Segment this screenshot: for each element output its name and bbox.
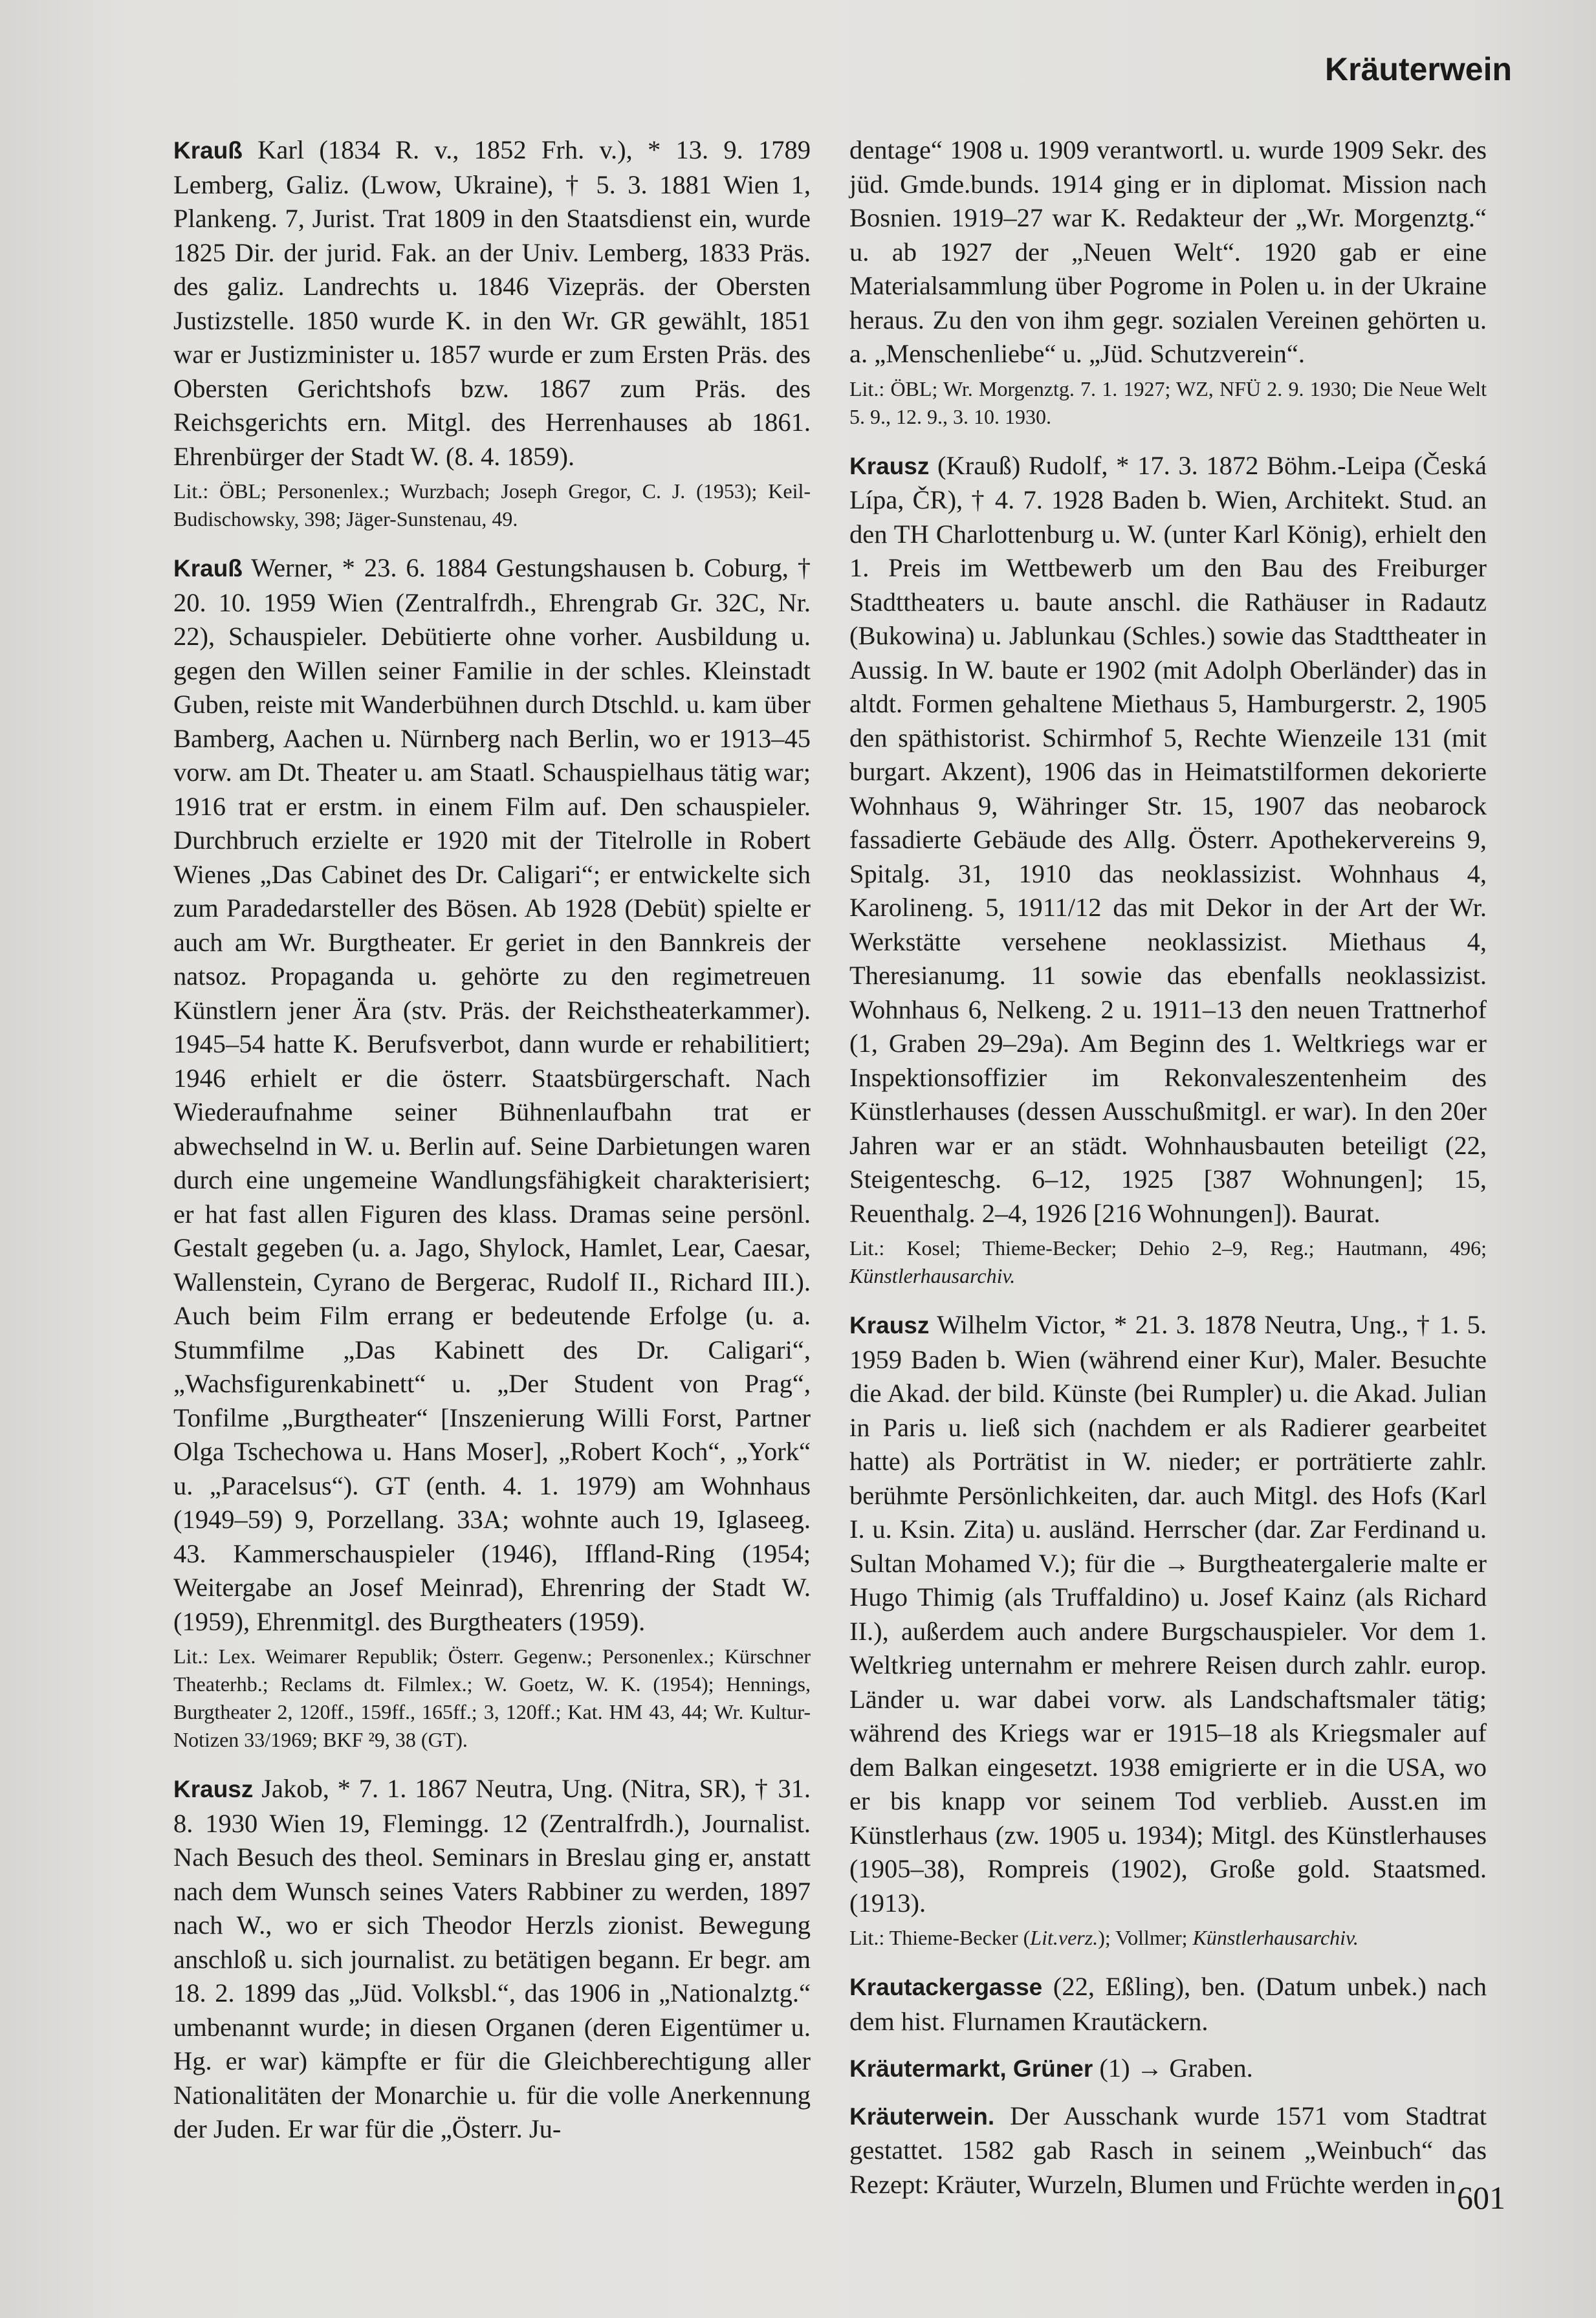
literature-note: Lit.: Lex. Weimarer Republik; Österr. Gegenw.; Personenlex.; Kürschner Theaterhb.; Reclams dt. Filmlex.; W. Goetz, W. K. (1954); Hennings, Burgtheater 2, 120ff., 159ff., 165ff.; 3, 120ff.; Kat. HM 43, 44; Wr. Kultur-Notizen 33/1969; BKF ²9, 38 (GT). xyxy=(173,1645,811,1751)
entry-headword: Kräutermarkt, Grüner xyxy=(849,2055,1093,2082)
literature-text: Lit.: Thieme-Becker ( xyxy=(849,1926,1031,1949)
literature-note xyxy=(849,1924,1487,1952)
entry-text: Wilhelm Victor, * 21. 3. 1878 Neutra, Ung., † 1. 5. 1959 Baden b. Wien (während einer Kur), Maler. Besuchte die Akad. der bild. Künste (bei Rumpler) u. die Akad. Julian in Paris u. ließ sich (nachdem er als Radierer gearbeitet hatte) als Porträtist in W. nieder; er porträtierte zahlr. berühmte Persönlichkeiten, dar. auch Mitgl. des Hofs (Karl I. u. Ksin. Zita) u. ausländ. Herrscher (dar. Zar Ferdinand u. Sultan Mohamed V.); für die → Burgtheatergalerie malte er Hugo Thimig (als Truffaldino) u. Josef Kainz (als Richard II.), außerdem auch andere Burgschauspieler. Vor dem 1. Weltkrieg unternahm er mehrere Reisen durch zahlr. europ. Länder u. war dabei vorw. als Landschaftsmaler tätig; während des Kriegs war er 1915–18 als Kriegsmaler auf dem Balkan eingesetzt. 1938 emigrierte er in die USA, wo er bis knapp vor seinem Tod verblieb. Ausst.en im Künstlerhaus (zw. 1905 u. 1934); Mitgl. des Künstlerhauses (1905–38), Rompreis (1902), Große gold. Staatsmed. (1913). xyxy=(849,1310,1487,1918)
entry-headword: Krautackergasse xyxy=(849,1974,1043,2000)
page-number: 601 xyxy=(1457,2180,1505,2216)
literature-text: Lit.: Kosel; Thieme-Becker; Dehio 2–9, Reg.; Hautmann, 496; xyxy=(849,1236,1487,1260)
entry-headword: Krausz xyxy=(849,1312,930,1339)
entry-krausz-jakob xyxy=(173,1772,811,2147)
literature-note: Lit.: ÖBL; Wr. Morgenztg. 7. 1. 1927; WZ, NFÜ 2. 9. 1930; Die Neue Welt 5. 9., 12. 9., 3. 10. 1930. xyxy=(849,377,1487,428)
entry-text: Jakob, * 7. 1. 1867 Neutra, Ung. (Nitra, SR), † 31. 8. 1930 Wien 19, Flemingg. 12 (Zentralfrdh.), Journalist. Nach Besuch des theol. Seminars in Breslau ging er, anstatt nach dem Wunsch seines Vaters Rabbiner zu werden, 1897 nach W., wo er sich Theodor Herzls zionist. Bewegung anschloß u. sich journalist. zu betätigen begann. Er begr. am 18. 2. 1899 das „Jüd. Volksbl.“, das 1906 in „Nationalztg.“ umbenannt wurde; in diesen Organen (deren Eigentümer u. Hg. er war) kämpfte er für die Gleichberechtigung aller Nationalitäten der Monarchie u. für die volle Anerkennung der Juden. Er war für die „Österr. Ju- xyxy=(173,1774,811,2143)
entry-text: Werner, * 23. 6. 1884 Gestungshausen b. Coburg, † 20. 10. 1959 Wien (Zentralfrdh., Ehrengrab Gr. 32C, Nr. 22), Schauspieler. Debütierte ohne vorher. Ausbildung u. gegen den Willen seiner Familie in der schles. Kleinstadt Guben, reiste mit Wanderbühnen durch Dtschld. u. kam über Bamberg, Aachen u. Nürnberg nach Berlin, wo er 1913–45 vorw. am Dt. Theater u. am Staatl. Schauspielhaus tätig war; 1916 trat er erstm. in einem Film auf. Den schauspieler. Durchbruch erzielte er 1920 mit der Titelrolle in Robert Wienes „Das Cabinet des Dr. Caligari“; er entwickelte sich zum Paradedarsteller des Bösen. Ab 1928 (Debüt) spielte er auch am Wr. Burgtheater. Er geriet in den Bannkreis der natsoz. Propaganda u. gehörte zu den regimetreuen Künstlern jener Ära (stv. Präs. der Reichstheaterkammer). 1945–54 hatte K. Berufsverbot, dann wurde er rehabilitiert; 1946 erhielt er die österr. Staatsbürgerschaft. Nach Wiederaufnahme seiner Bühnenlaufbahn trat er abwechselnd in W. u. Berlin auf. Seine Darbietungen waren durch eine ungemeine Wandlungsfähigkeit charakterisiert; er hat fast allen Figuren des klass. Dramas seine persönl. Gestalt gegeben (u. a. Jago, Shylock, Hamlet, Lear, Caesar, Wallenstein, Cyrano de Bergerac, Rudolf II., Richard III.). Auch beim Film errang er bedeutende Erfolge (u. a. Stummfilme „Das Kabinett des Dr. Caligari“, „Wachsfigurenkabinett“ u. „Der Student von Prag“, Tonfilme „Burgtheater“ [Inszenierung Willi Forst, Partner Olga Tschechowa u. Hans Moser], „Robert Koch“, „York“ u. „Paracelsus“). GT (enth. 4. 1. 1979) am Wohnhaus (1949–59) 9, Porzellang. 33A; wohnte auch 19, Iglaseeg. 43. Kammerschauspieler (1946), Iffland-Ring (1954; Weitergabe an Josef Meinrad), Ehrenring der Stadt W. (1959), Ehrenmitgl. des Burgtheaters (1959). xyxy=(173,553,811,1636)
left-column xyxy=(173,133,811,2147)
literature-note: Lit.: ÖBL; Personenlex.; Wurzbach; Joseph Gregor, C. J. (1953); Keil-Budischowsky, 398; Jäger-Sunstenau, 49. xyxy=(173,479,811,530)
entry-kraeuterwein xyxy=(849,2099,1487,2202)
entry-text: (1) → Graben. xyxy=(1099,2053,1253,2083)
entry-kraeutermarkt xyxy=(849,2051,1487,2086)
entry-text: (22, Eßling), ben. (Datum unbek.) nach dem hist. Flurnamen Krautäckern. xyxy=(849,1972,1487,2036)
entry-headword: Krauß xyxy=(173,137,243,164)
entry-krausz-rudolf xyxy=(849,449,1487,1231)
right-column xyxy=(849,133,1487,2202)
entry-krauss-karl xyxy=(173,133,811,474)
literature-italic: Lit.verz. xyxy=(1030,1926,1099,1949)
entry-text: Karl (1834 R. v., 1852 Frh. v.), * 13. 9. 1789 Lemberg, Galiz. (Lwow, Ukraine), † 5. 3. 1881 Wien 1, Plankeng. 7, Jurist. Trat 1809 in den Staatsdienst ein, wurde 1825 Dir. der jurid. Fak. an der Univ. Lemberg, 1833 Präs. des galiz. Landrechts u. 1846 Vizepräs. der Obersten Justizstelle. 1850 wurde K. in den Wr. GR gewählt, 1851 war er Justizminister u. 1857 wurde er zum Ersten Präs. des Obersten Gerichtshofs bzw. 1867 zum Präs. des Reichsgerichts ern. Mitgl. des Herrenhauses ab 1861. Ehrenbürger der Stadt W. (8. 4. 1859). xyxy=(173,135,811,471)
literature-text: ); Vollmer; xyxy=(1098,1926,1188,1949)
entry-krausz-wilhelm xyxy=(849,1308,1487,1920)
entry-headword: Krausz xyxy=(849,452,930,479)
entry-krautackergasse xyxy=(849,1970,1487,2039)
literature-italic: Künstlerhausarchiv. xyxy=(849,1264,1016,1287)
entry-text: (Krauß) Rudolf, * 17. 3. 1872 Böhm.-Leipa (Česká Lípa, ČR), † 4. 7. 1928 Baden b. Wien, Architekt. Stud. an den TH Charlottenburg u. W. (unter Karl König), erhielt den 1. Preis im Wettbewerb um den Bau des Freiburger Stadttheaters u. baute anschl. die Rathäuser in Radautz (Bukowina) u. Jablunkau (Schles.) sowie das Stadttheater in Aussig. In W. baute er 1902 (mit Adolph Oberländer) das in altdt. Formen gehaltene Miethaus 5, Hamburgerstr. 2, 1905 den späthistorist. Schirmhof 5, Rechte Wienzeile 131 (mit burgart. Akzent), 1906 das in Heimatstilformen dekorierte Wohnhaus 9, Währinger Str. 15, 1907 das neobarock fassadierte Gebäude des Allg. Österr. Apothekervereins 9, Spitalg. 31, 1910 das neoklassizist. Wohnhaus 4, Karolineng. 5, 1911/12 das mit Dekor in der Art der Wr. Werkstätte versehene neoklassizist. Miethaus 4, Theresianumg. 11 sowie das ebenfalls neoklassizist. Wohnhaus 6, Nelkeng. 2 u. 1911–13 den neuen Trattnerhof (1, Graben 29–29a). Am Beginn des 1. Weltkriegs war er Inspektionsoffizier im Rekonvaleszentenheim des Künstlerhauses (dessen Ausschußmitgl. er war). In den 20er Jahren war er an städt. Wohnhausbauten beteiligt (22, Steigenteschg. 6–12, 1925 [387 Wohnungen]; 15, Reuenthalg. 2–4, 1926 [216 Wohnungen]). Baurat. xyxy=(849,450,1487,1228)
entry-krauss-werner xyxy=(173,551,811,1639)
entry-headword: Kräuterwein. xyxy=(849,2103,995,2130)
literature-italic: Künstlerhausarchiv. xyxy=(1192,1926,1359,1949)
literature-note xyxy=(849,1234,1487,1290)
running-header: Kräuterwein xyxy=(1325,51,1512,87)
entry-text: Der Ausschank wurde 1571 vom Stadtrat gestattet. 1582 gab Rasch in seinem „Weinbuch“ das Rezept: Kräuter, Wurzeln, Blumen und Früchte werden in xyxy=(849,2101,1487,2199)
entry-headword: Krauß xyxy=(173,555,243,582)
entry-headword: Krausz xyxy=(173,1776,254,1802)
entry-krausz-jakob-continued: dentage“ 1908 u. 1909 verantwortl. u. wurde 1909 Sekr. des jüd. Gmde.bunds. 1914 ging er in diplomat. Mission nach Bosnien. 1919–27 war K. Redakteur der „Wr. Morgenztg.“ u. ab 1927 der „Neuen Welt“. 1920 gab er eine Materialsammlung über Pogrome in Polen u. in der Ukraine heraus. Zu den von ihm gegr. sozialen Vereinen gehörten u. a. „Menschenliebe“ u. „Jüd. Schutzverein“. xyxy=(849,135,1487,368)
